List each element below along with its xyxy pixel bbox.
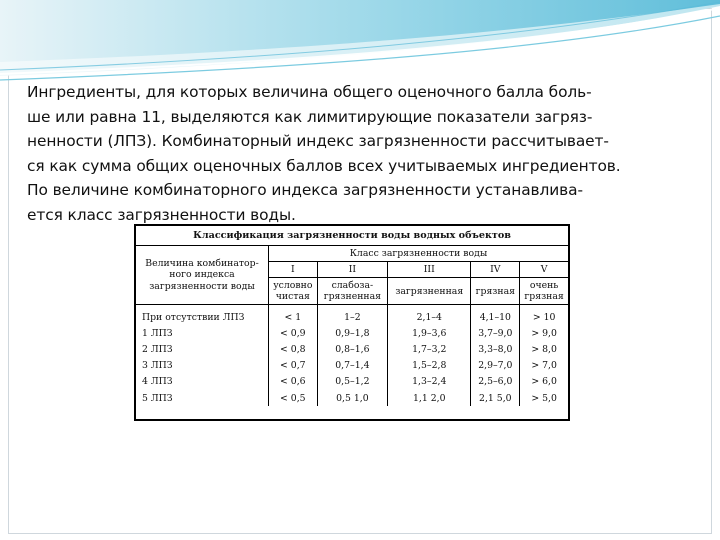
class-name-line: загрязненная bbox=[395, 285, 464, 297]
table-cell: 0,9–1,8 bbox=[317, 325, 387, 341]
table-row bbox=[136, 374, 568, 390]
table-cell: 3,7–9,0 bbox=[471, 325, 520, 341]
class-name-line: условно bbox=[273, 280, 313, 291]
class-name-line: грязная bbox=[475, 285, 515, 297]
table-cell: < 0,5 bbox=[280, 392, 306, 404]
table-cell: > 6,0 bbox=[520, 374, 568, 390]
class-name bbox=[388, 278, 471, 305]
table-cell: 1–2 bbox=[317, 305, 387, 326]
table-row bbox=[136, 341, 568, 357]
row-header-line: загрязненности воды bbox=[149, 280, 255, 292]
class-name bbox=[520, 278, 568, 305]
class-numeral: II bbox=[317, 262, 387, 278]
table-cell: 1,5–2,8 bbox=[388, 358, 471, 374]
table-cell: 4,1–10 bbox=[471, 305, 520, 326]
row-label: При отсутствии ЛПЗ bbox=[136, 305, 269, 326]
class-name-line: чистая bbox=[275, 291, 310, 302]
class-numeral: I bbox=[269, 262, 318, 278]
table-cell: < 0,8 bbox=[280, 343, 306, 355]
class-name-line: очень bbox=[529, 280, 559, 291]
table-cell: < 0,7 bbox=[280, 360, 306, 372]
row-label: 5 ЛПЗ bbox=[136, 390, 269, 406]
paragraph-line: ется класс загрязненности воды. bbox=[27, 205, 296, 224]
paragraph-line: Ингредиенты, для которых величина общего оценочного балла боль- bbox=[27, 83, 592, 101]
table-cell: 3,3–8,0 bbox=[471, 341, 520, 357]
class-numeral: V bbox=[520, 262, 568, 278]
table-cell: > 8,0 bbox=[520, 341, 568, 357]
class-numeral: IV bbox=[471, 262, 520, 278]
class-header: Класс загрязненности воды bbox=[269, 246, 569, 262]
table-cell: < 1 bbox=[284, 311, 302, 323]
class-name bbox=[269, 278, 318, 305]
table-cell: > 5,0 bbox=[520, 390, 568, 406]
table-cell: 1,1 2,0 bbox=[388, 390, 471, 406]
paragraph-line: ненности (ЛПЗ). Комбинаторный индекс загрязненности рассчитывает- bbox=[27, 132, 609, 151]
class-name-line: слабоза- bbox=[331, 280, 374, 291]
table-cell: 0,8–1,6 bbox=[317, 341, 387, 357]
table-cell: > 10 bbox=[520, 305, 568, 326]
table-row bbox=[136, 305, 568, 326]
paragraph-line: ше или равна 11, выделяются как лимитирующие показатели загряз- bbox=[27, 107, 593, 126]
row-header bbox=[136, 246, 269, 305]
row-label: 4 ЛПЗ bbox=[136, 374, 269, 390]
table-cell: 2,1–4 bbox=[388, 305, 471, 326]
class-name-line: грязненная bbox=[323, 291, 381, 302]
table-row bbox=[136, 358, 568, 374]
table-cell: < 0,9 bbox=[280, 327, 306, 339]
table-cell: 2,1 5,0 bbox=[471, 390, 520, 406]
table-row bbox=[136, 390, 568, 406]
row-header-line: ного индекса bbox=[169, 269, 235, 281]
table-cell: 1,7–3,2 bbox=[388, 341, 471, 357]
table-cell: 2,9–7,0 bbox=[471, 358, 520, 374]
table-caption: Классификация загрязненности воды водных объектов bbox=[136, 226, 568, 246]
table-cell: 2,5–6,0 bbox=[471, 374, 520, 390]
row-label: 2 ЛПЗ bbox=[136, 341, 269, 357]
header-swoosh-decoration bbox=[0, 0, 720, 90]
table-cell: < 0,6 bbox=[280, 376, 306, 388]
table-cell: > 9,0 bbox=[520, 325, 568, 341]
class-numeral: III bbox=[388, 262, 471, 278]
table-cell: > 7,0 bbox=[520, 358, 568, 374]
table-row bbox=[136, 325, 568, 341]
row-header-line: Величина комбинатор- bbox=[145, 257, 259, 269]
class-name bbox=[317, 278, 387, 305]
table-cell: 1,3–2,4 bbox=[388, 374, 471, 390]
intro-paragraph bbox=[27, 80, 687, 228]
classification-table bbox=[134, 224, 570, 421]
class-name bbox=[471, 278, 520, 305]
row-label: 3 ЛПЗ bbox=[136, 358, 269, 374]
table-cell: 0,5–1,2 bbox=[317, 374, 387, 390]
class-name-line: грязная bbox=[524, 291, 564, 302]
table-cell: 0,7–1,4 bbox=[317, 358, 387, 374]
paragraph-line: По величине комбинаторного индекса загрязненности устанавлива- bbox=[27, 181, 583, 200]
row-label: 1 ЛПЗ bbox=[136, 325, 269, 341]
paragraph-line: ся как сумма общих оценочных баллов всех учитываемых ингредиентов. bbox=[27, 156, 621, 175]
table-cell: 1,9–3,6 bbox=[388, 325, 471, 341]
table-cell: 0,5 1,0 bbox=[317, 390, 387, 406]
